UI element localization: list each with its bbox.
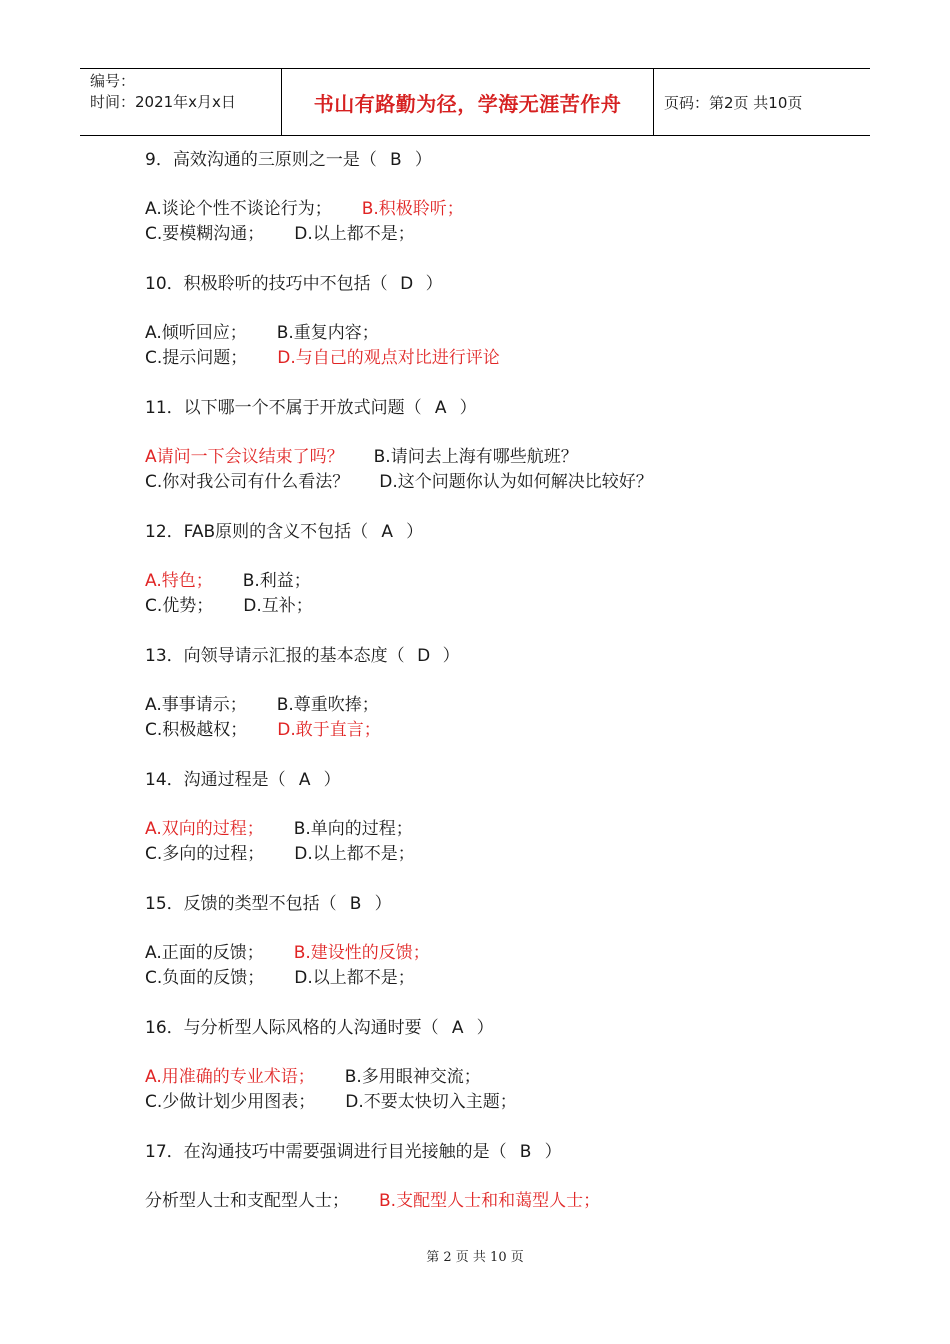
question-block bbox=[145, 520, 845, 644]
header-meta-cell bbox=[80, 69, 282, 135]
answer-option: A.谈论个性不谈论行为； bbox=[145, 199, 332, 219]
question-text: 15．反馈的类型不包括（ bbox=[145, 894, 337, 914]
answer-option: D.不要太快切入主题； bbox=[345, 1092, 517, 1112]
answer-letter: A bbox=[451, 1018, 464, 1038]
question-close-paren: ） bbox=[442, 646, 460, 666]
answer-letter: D bbox=[400, 274, 414, 294]
question-close-paren: ） bbox=[476, 1018, 494, 1038]
answer-option: C.你对我公司有什么看法？ bbox=[145, 472, 350, 492]
answer-letter: A bbox=[434, 398, 447, 418]
answer-option: A.双向的过程； bbox=[145, 819, 264, 839]
answer-option: A.正面的反馈； bbox=[145, 943, 264, 963]
answer-option: A请问一下会议结束了吗？ bbox=[145, 447, 344, 467]
question-stem bbox=[145, 272, 845, 296]
question-block bbox=[145, 768, 845, 892]
question-text: 14．沟通过程是（ bbox=[145, 770, 286, 790]
answer-option: B.尊重吹捧； bbox=[276, 695, 379, 715]
answer-option: A.特色； bbox=[145, 571, 213, 591]
question-text: 16．与分析型人际风格的人沟通时要（ bbox=[145, 1018, 439, 1038]
answer-option: B.利益； bbox=[242, 571, 311, 591]
id-label: 编号： bbox=[90, 72, 136, 90]
question-list bbox=[145, 148, 845, 1239]
question-stem bbox=[145, 768, 845, 792]
page-footer: 第 2 页 共 10 页 bbox=[426, 1250, 524, 1265]
question-text: 11．以下哪一个不属于开放式问题（ bbox=[145, 398, 422, 418]
option-row bbox=[145, 222, 845, 247]
option-row bbox=[145, 470, 845, 495]
option-row bbox=[145, 718, 845, 743]
question-close-paren: ） bbox=[425, 274, 443, 294]
page-header bbox=[80, 68, 870, 136]
answer-option: C.优势； bbox=[145, 596, 214, 616]
answer-letter: A bbox=[381, 522, 393, 542]
question-block bbox=[145, 272, 845, 396]
question-stem bbox=[145, 644, 845, 668]
motto-text: 书山有路勤为径，学海无涯苦作舟 bbox=[313, 91, 622, 116]
question-stem bbox=[145, 396, 845, 420]
question-block bbox=[145, 396, 845, 520]
question-text: 13．向领导请示汇报的基本态度（ bbox=[145, 646, 405, 666]
answer-option: C.提示问题； bbox=[145, 348, 248, 368]
question-stem bbox=[145, 520, 845, 544]
option-row bbox=[145, 346, 845, 371]
question-text: 12．FAB原则的含义不包括（ bbox=[145, 522, 369, 542]
answer-option: A.事事请示； bbox=[145, 695, 247, 715]
option-row bbox=[145, 1065, 845, 1090]
answer-option: C.负面的反馈； bbox=[145, 968, 265, 988]
answer-option: D.这个问题你认为如何解决比较好？ bbox=[379, 472, 653, 492]
answer-option: C.少做计划少用图表； bbox=[145, 1092, 316, 1112]
option-row bbox=[145, 445, 845, 470]
option-row bbox=[145, 197, 845, 222]
question-block bbox=[145, 148, 845, 272]
answer-option: B.积极聆听； bbox=[361, 199, 464, 219]
question-block bbox=[145, 644, 845, 768]
answer-letter: B bbox=[389, 150, 402, 170]
question-text: 10．积极聆听的技巧中不包括（ bbox=[145, 274, 388, 294]
answer-letter: D bbox=[417, 646, 431, 666]
option-row bbox=[145, 693, 845, 718]
option-row bbox=[145, 966, 845, 991]
answer-option: D.敢于直言； bbox=[277, 720, 381, 740]
question-text: 9．高效沟通的三原则之一是（ bbox=[145, 150, 377, 170]
question-close-paren: ） bbox=[414, 150, 432, 170]
option-row bbox=[145, 321, 845, 346]
question-stem bbox=[145, 1016, 845, 1040]
answer-letter: B bbox=[349, 894, 362, 914]
answer-option: C.积极越权； bbox=[145, 720, 248, 740]
answer-option: A.倾听回应； bbox=[145, 323, 247, 343]
question-block bbox=[145, 1140, 845, 1239]
answer-option: B.单向的过程； bbox=[293, 819, 413, 839]
answer-option: B.重复内容； bbox=[276, 323, 379, 343]
answer-letter: A bbox=[298, 770, 311, 790]
page-info-cell bbox=[654, 69, 870, 135]
question-stem bbox=[145, 1140, 845, 1164]
answer-option: D.以上都不是； bbox=[294, 844, 415, 864]
answer-option: D.互补； bbox=[243, 596, 313, 616]
answer-option: C.要模糊沟通； bbox=[145, 224, 265, 244]
option-row bbox=[145, 1090, 845, 1115]
option-row bbox=[145, 817, 845, 842]
question-stem bbox=[145, 892, 845, 916]
option-row bbox=[145, 842, 845, 867]
answer-option: D.与自己的观点对比进行评论 bbox=[277, 348, 500, 368]
motto-cell bbox=[282, 69, 654, 135]
answer-option: B.支配型人士和和蔼型人士； bbox=[379, 1191, 601, 1211]
option-row bbox=[145, 941, 845, 966]
question-text: 17．在沟通技巧中需要强调进行目光接触的是（ bbox=[145, 1142, 507, 1162]
page-info-text: 页码：第2页 共10页 bbox=[664, 93, 803, 112]
option-row bbox=[145, 569, 845, 594]
question-close-paren: ） bbox=[374, 894, 392, 914]
option-row bbox=[145, 594, 845, 619]
question-block bbox=[145, 892, 845, 1016]
answer-option: B.多用眼神交流； bbox=[344, 1067, 481, 1087]
question-stem bbox=[145, 148, 845, 172]
question-block bbox=[145, 1016, 845, 1140]
answer-option: 分析型人士和支配型人士； bbox=[145, 1191, 349, 1211]
date-line: 时间：2021年x月x日 bbox=[90, 93, 236, 111]
option-row bbox=[145, 1189, 845, 1214]
answer-option: A.用准确的专业术语； bbox=[145, 1067, 315, 1087]
answer-option: C.多向的过程； bbox=[145, 844, 265, 864]
question-close-paren: ） bbox=[544, 1142, 562, 1162]
question-close-paren: ） bbox=[406, 522, 424, 542]
answer-option: D.以上都不是； bbox=[294, 968, 415, 988]
answer-letter: B bbox=[519, 1142, 532, 1162]
answer-option: B.请问去上海有哪些航班？ bbox=[373, 447, 578, 467]
question-close-paren: ） bbox=[459, 398, 477, 418]
answer-option: B.建设性的反馈； bbox=[293, 943, 430, 963]
answer-option: D.以上都不是； bbox=[294, 224, 415, 244]
question-close-paren: ） bbox=[323, 770, 341, 790]
